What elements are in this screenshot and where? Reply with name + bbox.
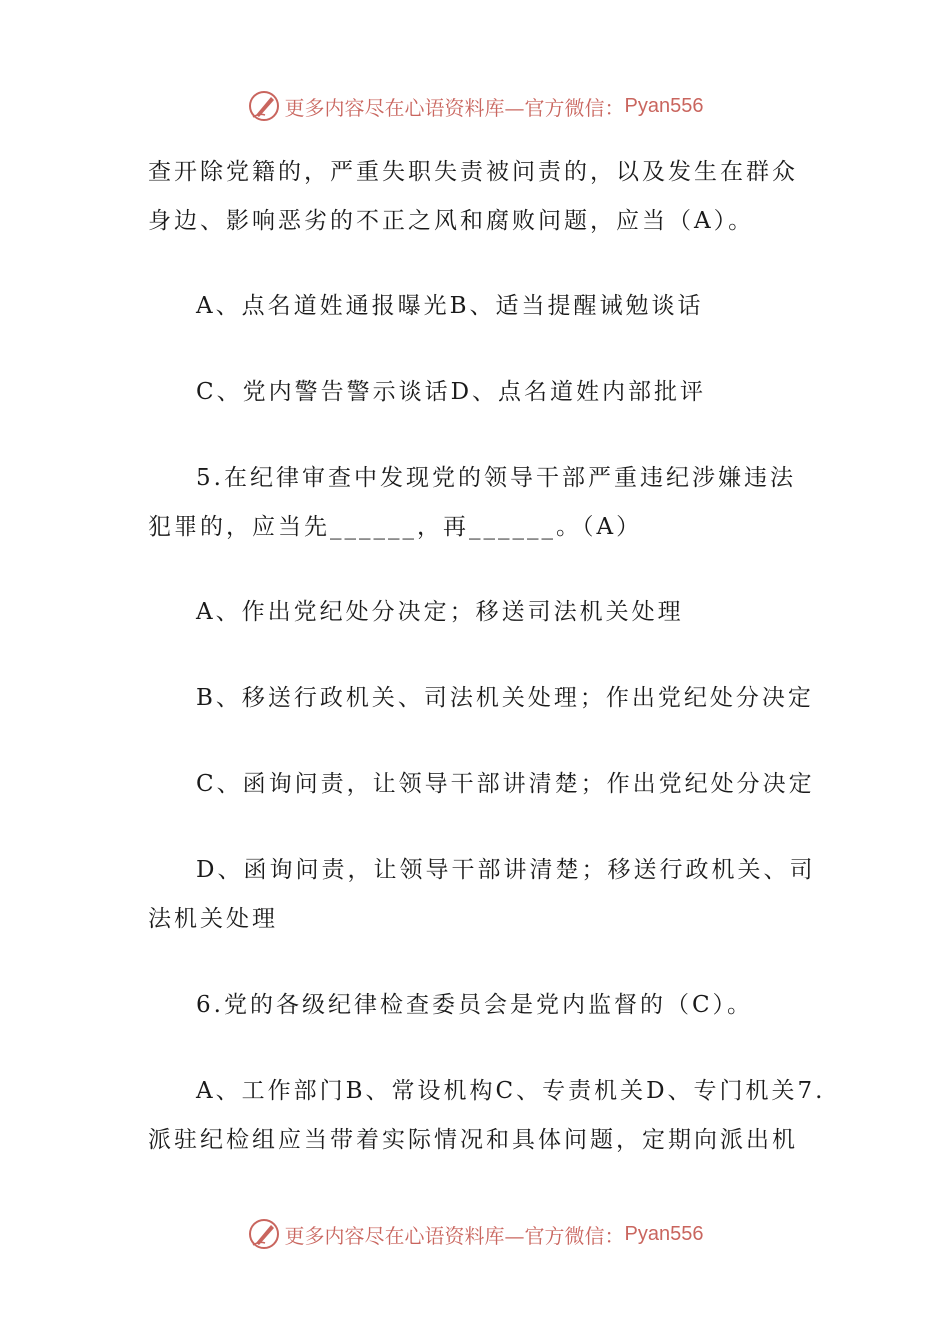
q5-option-d-line-1: D、函询问责，让领导干部讲清楚；移送行政机关、司: [196, 857, 816, 883]
question-5-line-1: 5.在纪律审查中发现党的领导干部严重违纪涉嫌违法: [196, 465, 796, 491]
footer-banner-text: 更多内容尽在心语资料库—官方微信：: [284, 1223, 625, 1248]
footer-watermark-banner: [0, 1214, 950, 1254]
text-line-1: 查开除党籍的，严重失职失责被问责的，以及发生在群众: [148, 159, 798, 185]
q5-option-c: C、函询问责，让领导干部讲清楚；作出党纪处分决定: [196, 771, 815, 797]
question-5-line-2: 犯罪的，应当先______，再______。（A）: [148, 514, 643, 540]
q5-option-d-line-2: 法机关处理: [148, 906, 278, 932]
quill-logo-icon: [247, 1217, 281, 1251]
question-7-line: 派驻纪检组应当带着实际情况和具体问题，定期向派出机: [148, 1127, 798, 1153]
header-banner-text: 更多内容尽在心语资料库—官方微信：: [284, 95, 625, 120]
question-6: 6.党的各级纪律检查委员会是党内监督的（C）。: [196, 992, 754, 1018]
quill-logo-icon: [247, 89, 281, 123]
footer-wechat-id: Pyan556: [624, 1222, 704, 1245]
q5-option-b: B、移送行政机关、司法机关处理；作出党纪处分决定: [196, 685, 814, 711]
header-watermark-banner: [0, 86, 950, 126]
option-line-c: C、党内警告警示谈话D、点名道姓内部批评: [196, 379, 707, 405]
q6-options-line: A、工作部门B、常设机构C、专责机关D、专门机关7.: [196, 1078, 826, 1104]
option-line-a: A、点名道姓通报曝光B、适当提醒诫勉谈话: [196, 293, 704, 319]
header-wechat-id: Pyan556: [624, 94, 704, 117]
q5-option-a: A、作出党纪处分决定；移送司法机关处理: [196, 599, 684, 625]
text-line-2: 身边、影响恶劣的不正之风和腐败问题，应当（A）。: [148, 208, 755, 234]
